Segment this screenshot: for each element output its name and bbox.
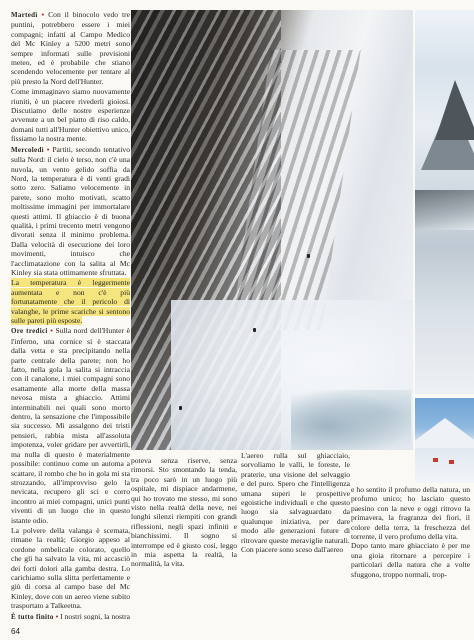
- paragraph: [11, 526, 130, 611]
- paragraph-text: Con il binocolo vedo tre puntini, potrebbero essere i miei compagni; infatti al Campo Medico del Mc Kinley a 5200 metri sono sempre informati sulle previsioni meteo, ed è probabile che stiano scendendo velocemente per tentare al più presto la Nord dell'Hunter.: [11, 10, 130, 86]
- bottom-text-column-3: [351, 485, 470, 635]
- paragraph-text: La polvere della valanga è scemata, rimane la realtà; Giorgio appeso al cordone ombelicale colorato, quello che gli ha salvato la vita, mi accasciò dei forti dolori alla gamba destra. Lo carichiamo sulla slitta perfettamente e giù di corsa al campo base del Mc Kinley, dove con un aereo viene subito trasportato a Talkeetna.: [11, 525, 130, 611]
- paragraph-text: I nostri sogni, la nostra: [60, 611, 130, 620]
- separator-dot: •: [53, 611, 61, 620]
- base-camp-photo: [415, 398, 474, 483]
- paragraph-text: poteva senza riserve, senza rimorsi. Sto smontando la tenda, tra poco sarò in un luogo più ospitale, mi dispiace andarmene, qui ho trovato me stesso, mi sono visto nella realtà della neve, nei lunghi silenzi riempiti con grandi riflessioni, negli spazi infiniti e bianchissimi. Il sogno si interrompe ed è giusto così, leggo in mia aspetta la realtà, la normalità, la vita.: [131, 456, 237, 569]
- paragraph-text: La temperatura è leggermente aumentata e non c'è più fortunatamente che il pericolo di valanghe, le prime scariche si sentono sulle pareti più esposte.: [11, 278, 130, 325]
- climber: [179, 406, 182, 410]
- peak-shape: [435, 80, 474, 140]
- tent: [433, 458, 438, 462]
- bottom-text-column-2: [241, 451, 350, 631]
- paragraph: [11, 87, 130, 143]
- ice-face-photo: [131, 10, 413, 450]
- day-heading: È tutto finito: [11, 612, 54, 620]
- page-number: 64: [11, 627, 20, 636]
- separator-dot: •: [47, 326, 56, 336]
- tent: [449, 460, 454, 464]
- day-heading: Ore tredici: [11, 327, 48, 336]
- day-heading: Mercoledì: [11, 145, 44, 154]
- separator-dot: •: [37, 10, 49, 19]
- mountain-shape: [415, 418, 474, 448]
- paragraph: [11, 612, 130, 620]
- seracs: [291, 390, 411, 450]
- paragraph: [11, 145, 130, 278]
- mountain-peak-photo: [415, 10, 474, 394]
- paragraph-text: e ho sentito il profumo della natura, un profumo unico; ho lasciato questo paesino con la neve e oggi ritrovo la primavera, la fragranza dei fiori, il colore della terra, la freschezza del torrente, il vero profumo della vita. Dopo tanto mare ghiacciato è per me una gioia ritornare a percepire i particolari della natura che a volte sfuggono, troppo normali, trop-: [351, 485, 470, 579]
- paragraph-text: Sulla nord dell'Hunter è l'inferno, una cornice si è staccata dalla vetta e sta precipitando nella parte centrale della parete; non ho fatto, nella gola la salita si intraccia con il canalone, i miei compagni sono esattamente alla morte della massa nevosa mista a ghiaccio. Attimi interminabili nei quali sono morto dentro, la sensazione che l'impossibile sia successo. Mi assalgono dei tristi pensieri, rabbia mista all'assoluta impotenza, voler gridare per avvertirli, ma nulla di questo è materialmente possibile: continuo come un automa a scattare, il rombo che ho in gola mi sta strozzando, all'improvviso gelo la nevicata, recupero gli sci e corro incontro ai miei compagni, unici punti viventi di un luogo che in questo istante odio.: [11, 326, 130, 525]
- paragraph: [11, 10, 130, 86]
- climber: [253, 328, 256, 332]
- paragraph-text: L'aereo rulla sul ghiacciaio, sorvoliamo le valli, le foreste, le praterie, una visione del selvaggio e del puro. Spero che l'intelligenza umana superi le prospettive egoistiche individuali e che questo luogo sia salvaguardato da qualunque iniziativa, per dare modo alle generazioni future di ritrovare queste meraviglie naturali. Con piacere sono sceso dall'aereo: [241, 451, 350, 555]
- separator-dot: •: [43, 144, 53, 154]
- day-heading: Martedì: [11, 11, 38, 19]
- paragraph-text: Partiti, secondo tentativo sulla Nord: il cielo è terso, non c'è una nuvola, un vento gelido soffia da Nord, la temperatura è di venti gradi sotto zero. Saliamo velocemente in parete, sono molto motivati, scatto moltissime immagini per immortalare questi attimi. Il ghiaccio è di buona qualità, i primi trecento metri vengono divorati senza il minimo problema. Dalla velocità di esecuzione dei loro movimenti, intuisco che l'acclimatazione con la salita al Mc Kinley sia stata ottimamente sfruttata.: [11, 144, 130, 277]
- paragraph: [11, 326, 130, 525]
- climber: [307, 254, 310, 258]
- left-text-column: [11, 10, 130, 620]
- ridge-shape: [415, 190, 474, 230]
- paragraph-text: Come immaginavo siamo nuovamente riuniti, è un piacere rivederli gioiosi. Discutiamo delle nostre esperienze avvenute a un bel piatto di riso caldo, domani tutti all'Hunter obiettivo unico, fissiamo la nostra mente.: [11, 87, 130, 144]
- bottom-text-column-1: [131, 456, 237, 626]
- paragraph: [11, 278, 130, 325]
